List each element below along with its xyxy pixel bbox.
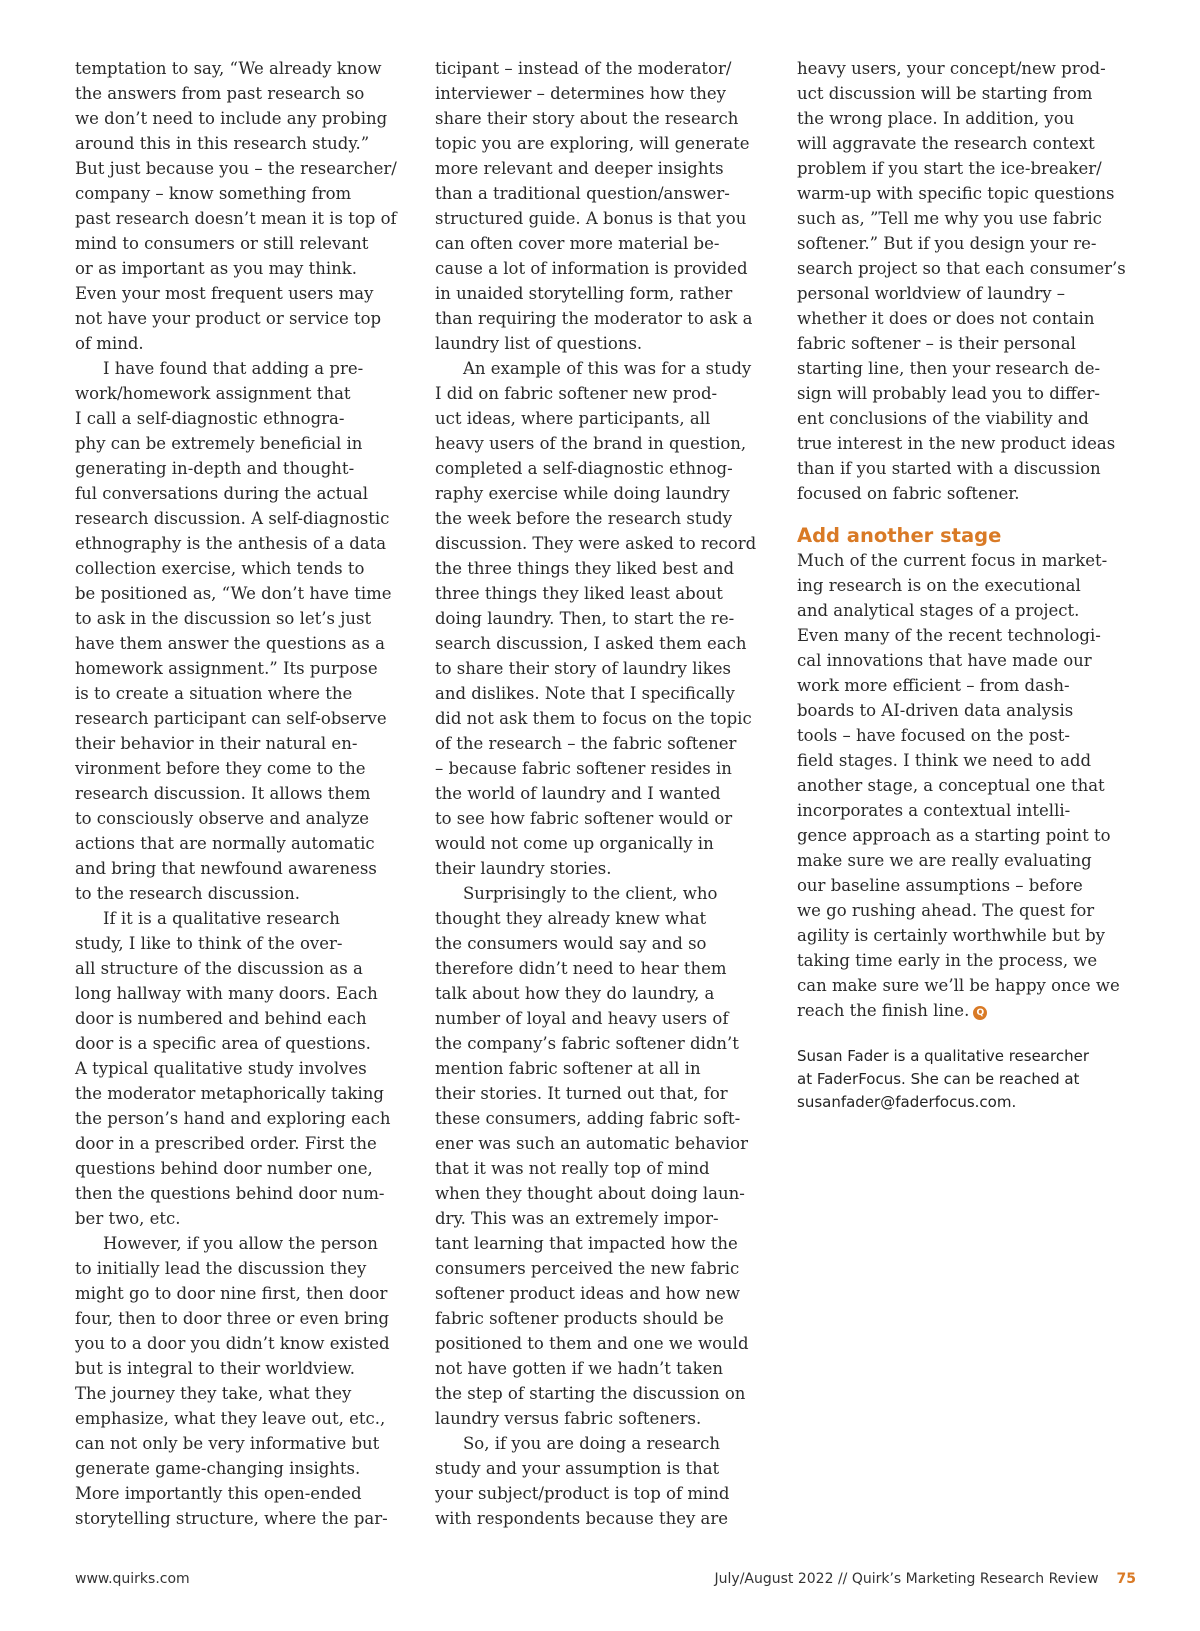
- article-column-3: [797, 56, 1137, 1114]
- text-line: I call a self-diagnostic ethnogra-: [75, 409, 345, 428]
- text-line: However, if you allow the person: [103, 1234, 378, 1253]
- text-line: door in a prescribed order. First the: [75, 1134, 377, 1153]
- text-line: whether it does or does not contain: [797, 309, 1095, 328]
- text-line: to initially lead the discussion they: [75, 1259, 367, 1278]
- text-line: such as, ”Tell me why you use fabric: [797, 209, 1102, 228]
- text-line: I did on fabric softener new prod-: [435, 384, 718, 403]
- text-line: our baseline assumptions – before: [797, 876, 1083, 895]
- text-line: mind to consumers or still relevant: [75, 234, 369, 253]
- text-line: make sure we are really evaluating: [797, 851, 1092, 870]
- text-line: in unaided storytelling form, rather: [435, 284, 733, 303]
- text-line: when they thought about doing laun-: [435, 1184, 745, 1203]
- column-3-top-text: [797, 56, 1137, 506]
- text-line: ber two, etc.: [75, 1209, 181, 1228]
- text-line: then the questions behind door num-: [75, 1184, 385, 1203]
- text-line: the wrong place. In addition, you: [797, 109, 1075, 128]
- text-line: we don’t need to include any probing: [75, 109, 388, 128]
- text-line: might go to door nine first, then door: [75, 1284, 388, 1303]
- text-line: search discussion, I asked them each: [435, 634, 747, 653]
- text-line: discussion. They were asked to record: [435, 534, 757, 553]
- text-line: homework assignment.” Its purpose: [75, 659, 378, 678]
- text-line: can make sure we’ll be happy once we: [797, 976, 1120, 995]
- text-line: tools – have focused on the post-: [797, 726, 1070, 745]
- text-line: but is integral to their worldview.: [75, 1359, 355, 1378]
- text-line: than a traditional question/answer-: [435, 184, 730, 203]
- text-line: generate game-changing insights.: [75, 1459, 361, 1478]
- text-line: starting line, then your research de-: [797, 359, 1101, 378]
- text-line: research participant can self-observe: [75, 709, 387, 728]
- text-line: long hallway with many doors. Each: [75, 984, 378, 1003]
- text-line-content: reach the finish line.: [797, 1001, 970, 1020]
- text-line: – because fabric softener resides in: [435, 759, 732, 778]
- text-line: doing laundry. Then, to start the re-: [435, 609, 735, 628]
- text-line: around this in this research study.”: [75, 134, 370, 153]
- text-line: more relevant and deeper insights: [435, 159, 724, 178]
- text-line: the answers from past research so: [75, 84, 365, 103]
- text-line: would not come up organically in: [435, 834, 714, 853]
- text-line: to consciously observe and analyze: [75, 809, 370, 828]
- footer-website: www.quirks.com: [75, 1571, 190, 1587]
- page-number: 75: [1116, 1571, 1136, 1587]
- text-line: than if you started with a discussion: [797, 459, 1101, 478]
- text-line: three things they liked least about: [435, 584, 723, 603]
- text-line: Even your most frequent users may: [75, 284, 374, 303]
- text-line: taking time early in the process, we: [797, 951, 1098, 970]
- text-line: we go rushing ahead. The quest for: [797, 901, 1095, 920]
- text-line: all structure of the discussion as a: [75, 959, 363, 978]
- text-line: ful conversations during the actual: [75, 484, 369, 503]
- text-line: and bring that newfound awareness: [75, 859, 377, 878]
- text-line: and analytical stages of a project.: [797, 601, 1080, 620]
- text-line: fabric softener – is their personal: [797, 334, 1076, 353]
- bio-line: at FaderFocus. She can be reached at: [797, 1070, 1080, 1088]
- text-line: collection exercise, which tends to: [75, 559, 365, 578]
- bio-line: Susan Fader is a qualitative researcher: [797, 1047, 1089, 1065]
- text-line: door is a specific area of questions.: [75, 1034, 371, 1053]
- text-line: than requiring the moderator to ask a: [435, 309, 753, 328]
- text-line: cause a lot of information is provided: [435, 259, 748, 278]
- text-line: questions behind door number one,: [75, 1159, 373, 1178]
- text-line: past research doesn’t mean it is top of: [75, 209, 397, 228]
- text-line: these consumers, adding fabric soft-: [435, 1109, 741, 1128]
- text-line: positioned to them and one we would: [435, 1334, 749, 1353]
- text-line: not have gotten if we hadn’t taken: [435, 1359, 724, 1378]
- text-line: can not only be very informative but: [75, 1434, 380, 1453]
- text-line: thought they already knew what: [435, 909, 707, 928]
- text-line: therefore didn’t need to hear them: [435, 959, 727, 978]
- text-line: Even many of the recent technologi-: [797, 626, 1101, 645]
- text-line: interviewer – determines how they: [435, 84, 726, 103]
- article-column-1: [75, 56, 407, 1531]
- text-line: their laundry stories.: [435, 859, 612, 878]
- text-line: If it is a qualitative research: [103, 909, 340, 928]
- text-line: uct ideas, where participants, all: [435, 409, 711, 428]
- text-line: study, I like to think of the over-: [75, 934, 343, 953]
- text-line: I have found that adding a pre-: [103, 359, 364, 378]
- text-line: More importantly this open-ended: [75, 1484, 362, 1503]
- text-line: uct discussion will be starting from: [797, 84, 1093, 103]
- article-column-2: [435, 56, 767, 1531]
- text-line: vironment before they come to the: [75, 759, 366, 778]
- text-line: temptation to say, “We already know: [75, 59, 382, 78]
- text-line: agility is certainly worthwhile but by: [797, 926, 1105, 945]
- text-line: or as important as you may think.: [75, 259, 358, 278]
- text-line: emphasize, what they leave out, etc.,: [75, 1409, 386, 1428]
- text-line: softener product ideas and how new: [435, 1284, 740, 1303]
- text-line: number of loyal and heavy users of: [435, 1009, 729, 1028]
- text-line: company – know something from: [75, 184, 352, 203]
- text-line: you to a door you didn’t know existed: [75, 1334, 390, 1353]
- text-line: is to create a situation where the: [75, 684, 353, 703]
- text-line: generating in-depth and thought-: [75, 459, 355, 478]
- text-line: ener was such an automatic behavior: [435, 1134, 748, 1153]
- text-line: focused on fabric softener.: [797, 484, 1020, 503]
- text-line: the week before the research study: [435, 509, 733, 528]
- text-line: their behavior in their natural en-: [75, 734, 358, 753]
- text-line: Surprisingly to the client, who: [463, 884, 718, 903]
- text-line: dry. This was an extremely impor-: [435, 1209, 719, 1228]
- author-bio: [797, 1045, 1137, 1114]
- text-line: actions that are normally automatic: [75, 834, 375, 853]
- text-line: problem if you start the ice-breaker/: [797, 159, 1102, 178]
- text-line: An example of this was for a study: [463, 359, 752, 378]
- text-line: softener.” But if you design your re-: [797, 234, 1097, 253]
- footer-issue-info: [715, 1571, 1136, 1587]
- text-line: fabric softener products should be: [435, 1309, 724, 1328]
- text-line: and dislikes. Note that I specifically: [435, 684, 735, 703]
- text-line: the step of starting the discussion on: [435, 1384, 746, 1403]
- text-line: be positioned as, “We don’t have time: [75, 584, 392, 603]
- text-line: not have your product or service top: [75, 309, 382, 328]
- text-line: topic you are exploring, will generate: [435, 134, 750, 153]
- text-line: warm-up with specific topic questions: [797, 184, 1115, 203]
- text-line: four, then to door three or even bring: [75, 1309, 390, 1328]
- text-line: work more efficient – from dash-: [797, 676, 1070, 695]
- text-line: phy can be extremely beneficial in: [75, 434, 363, 453]
- text-line: the consumers would say and so: [435, 934, 707, 953]
- text-line: gence approach as a starting point to: [797, 826, 1111, 845]
- text-line: Much of the current focus in market-: [797, 551, 1108, 570]
- text-line: ticipant – instead of the moderator/: [435, 59, 732, 78]
- text-line: the world of laundry and I wanted: [435, 784, 721, 803]
- text-line: the three things they liked best and: [435, 559, 735, 578]
- text-line: heavy users of the brand in question,: [435, 434, 747, 453]
- text-line: of the research – the fabric softener: [435, 734, 737, 753]
- text-line: that it was not really top of mind: [435, 1159, 710, 1178]
- text-line: tant learning that impacted how the: [435, 1234, 738, 1253]
- text-line: incorporates a contextual intelli-: [797, 801, 1071, 820]
- text-line: study and your assumption is that: [435, 1459, 720, 1478]
- quirks-q-logo-icon: Q: [973, 1006, 987, 1020]
- text-line: have them answer the questions as a: [75, 634, 385, 653]
- text-line: storytelling structure, where the par-: [75, 1509, 388, 1528]
- text-line: heavy users, your concept/new prod-: [797, 59, 1106, 78]
- text-line: talk about how they do laundry, a: [435, 984, 715, 1003]
- text-line: field stages. I think we need to add: [797, 751, 1092, 770]
- text-line: A typical qualitative study involves: [75, 1059, 367, 1078]
- text-line: of mind.: [75, 334, 144, 353]
- text-line: to the research discussion.: [75, 884, 300, 903]
- text-line: ent conclusions of the viability and: [797, 409, 1089, 428]
- text-line: to ask in the discussion so let’s just: [75, 609, 372, 628]
- text-line: So, if you are doing a research: [463, 1434, 720, 1453]
- text-line: laundry list of questions.: [435, 334, 643, 353]
- text-line: research discussion. It allows them: [75, 784, 371, 803]
- text-line: the moderator metaphorically taking: [75, 1084, 384, 1103]
- text-line: [797, 998, 1137, 1023]
- text-line: But just because you – the researcher/: [75, 159, 397, 178]
- text-line: did not ask them to focus on the topic: [435, 709, 752, 728]
- text-line: will aggravate the research context: [797, 134, 1095, 153]
- text-line: the company’s fabric softener didn’t: [435, 1034, 739, 1053]
- text-line: personal worldview of laundry –: [797, 284, 1066, 303]
- text-line: to see how fabric softener would or: [435, 809, 733, 828]
- text-line: boards to AI-driven data analysis: [797, 701, 1074, 720]
- text-line: sign will probably lead you to differ-: [797, 384, 1100, 403]
- text-line: their stories. It turned out that, for: [435, 1084, 728, 1103]
- text-line: laundry versus fabric softeners.: [435, 1409, 702, 1428]
- text-line: true interest in the new product ideas: [797, 434, 1116, 453]
- text-line: structured guide. A bonus is that you: [435, 209, 747, 228]
- text-line: mention fabric softener at all in: [435, 1059, 701, 1078]
- text-line: with respondents because they are: [435, 1509, 729, 1528]
- section-heading: Add another stage: [797, 524, 1002, 547]
- text-line: can often cover more material be-: [435, 234, 720, 253]
- text-line: raphy exercise while doing laundry: [435, 484, 730, 503]
- text-line: your subject/product is top of mind: [435, 1484, 730, 1503]
- text-line: ing research is on the executional: [797, 576, 1081, 595]
- text-line: to share their story of laundry likes: [435, 659, 732, 678]
- bio-line: susanfader@faderfocus.com.: [797, 1093, 1017, 1111]
- text-line: ethnography is the anthesis of a data: [75, 534, 387, 553]
- text-line: search project so that each consumer’s: [797, 259, 1126, 278]
- text-line: another stage, a conceptual one that: [797, 776, 1105, 795]
- footer-issue: July/August 2022 // Quirk’s Marketing Research Review: [714, 1571, 1099, 1587]
- text-line: share their story about the research: [435, 109, 739, 128]
- column-3-bottom-text: [797, 548, 1137, 1023]
- text-line: completed a self-diagnostic ethnog-: [435, 459, 733, 478]
- text-line: The journey they take, what they: [75, 1384, 352, 1403]
- text-line: cal innovations that have made our: [797, 651, 1092, 670]
- text-line: research discussion. A self-diagnostic: [75, 509, 390, 528]
- text-line: consumers perceived the new fabric: [435, 1259, 740, 1278]
- text-line: the person’s hand and exploring each: [75, 1109, 391, 1128]
- text-line: door is numbered and behind each: [75, 1009, 367, 1028]
- text-line: work/homework assignment that: [75, 384, 351, 403]
